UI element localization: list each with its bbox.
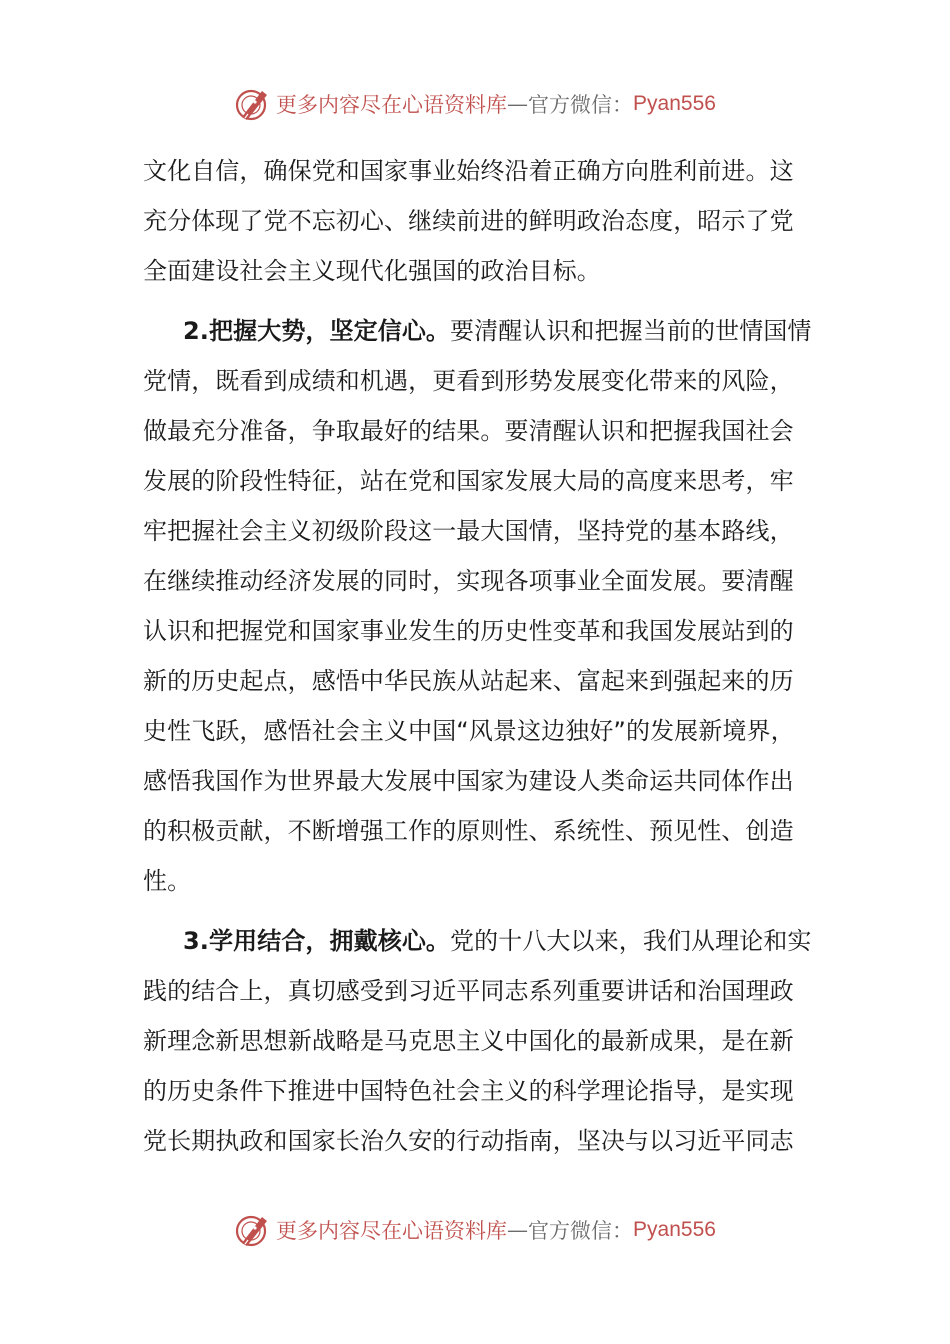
text-run: 要清醒认识和把握当前的世情国情 <box>450 317 812 345</box>
text-line: 做最充分准备，争取最好的结果。要清醒认识和把握我国社会 <box>143 417 794 445</box>
banner-wechat-id: Pyan556 <box>633 1218 716 1241</box>
text-line: 党长期执政和国家长治久安的行动指南，坚决与以习近平同志 <box>143 1127 794 1155</box>
header-banner <box>0 82 950 126</box>
text-line: 党情，既看到成绩和机遇，更看到形势发展变化带来的风险， <box>143 367 794 395</box>
text-line: 史性飞跃，感悟社会主义中国“风景这边独好”的发展新境界， <box>143 717 795 745</box>
pen-nib-logo-icon <box>234 1211 272 1249</box>
footer-banner <box>0 1208 950 1252</box>
text-line: 发展的阶段性特征，站在党和国家发展大局的高度来思考，牢 <box>143 467 794 495</box>
text-line: 充分体现了党不忘初心、继续前进的鲜明政治态度，昭示了党 <box>143 207 794 235</box>
paragraph-3 <box>143 916 815 1166</box>
text-line: 牢把握社会主义初级阶段这一最大国情，坚持党的基本路线， <box>143 517 794 545</box>
banner-wechat-label: 官方微信： <box>528 93 634 117</box>
pen-nib-logo-icon <box>234 85 272 123</box>
text-line: 全面建设社会主义现代化强国的政治目标。 <box>143 257 601 285</box>
text-line: 性。 <box>143 867 192 895</box>
banner-wechat-label: 官方微信： <box>528 1219 634 1243</box>
text-line: 的历史条件下推进中国特色社会主义的科学理论指导，是实现 <box>143 1077 794 1105</box>
paragraph-1 <box>143 146 815 296</box>
section-heading: 3.学用结合，拥戴核心。 <box>183 927 451 955</box>
text-line: 认识和把握党和国家事业发生的历史性变革和我国发展站到的 <box>143 617 794 645</box>
text-line <box>143 916 815 966</box>
text-line <box>143 306 815 356</box>
banner-wechat-id: Pyan556 <box>633 92 716 115</box>
text-line: 的积极贡献，不断增强工作的原则性、系统性、预见性、创造 <box>143 817 794 845</box>
text-line: 新的历史起点，感悟中华民族从站起来、富起来到强起来的历 <box>143 667 794 695</box>
text-run: 党的十八大以来，我们从理论和实 <box>450 927 812 955</box>
banner-title: 更多内容尽在心语资料库 <box>276 1219 508 1243</box>
text-line: 践的结合上，真切感受到习近平同志系列重要讲话和治国理政 <box>143 977 794 1005</box>
section-heading: 2.把握大势，坚定信心。 <box>183 317 451 345</box>
paragraph-2 <box>143 306 815 906</box>
text-line: 新理念新思想新战略是马克思主义中国化的最新成果，是在新 <box>143 1027 794 1055</box>
text-line: 文化自信，确保党和国家事业始终沿着正确方向胜利前进。这 <box>143 157 794 185</box>
text-line: 感悟我国作为世界最大发展中国家为建设人类命运共同体作出 <box>143 767 794 795</box>
document-body <box>143 146 815 1166</box>
banner-dash: — <box>507 92 529 116</box>
banner-title: 更多内容尽在心语资料库 <box>276 93 508 117</box>
banner-dash: — <box>507 1218 529 1242</box>
text-line: 在继续推动经济发展的同时，实现各项事业全面发展。要清醒 <box>143 567 794 595</box>
